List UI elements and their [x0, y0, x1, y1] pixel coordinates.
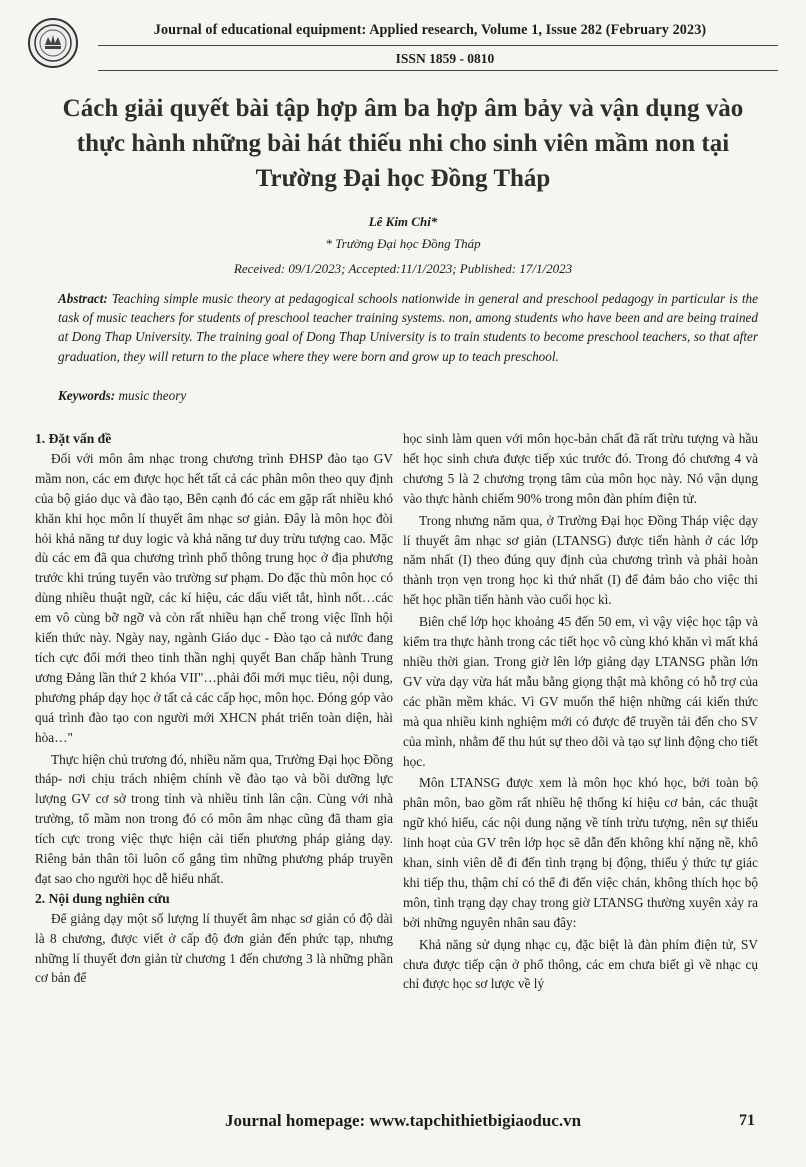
paragraph: Thực hiện chủ trương đó, nhiều năm qua, Trường Đại học Đồng tháp- nơi chịu trách nhiệm chính về đào tạo và bồi dưỡng lực lượng GV cơ sở trong tỉnh và nhiều tỉnh lân cận. Cùng với nhà trường, tổ mầm non trong đó có môn âm nhạc cũng đã tham gia tích cực trong việc thực hiện cải tiến phương pháp giảng dạy. Riêng bản thân tôi luôn cố gắng tìm những phương pháp truyền đạt sao cho người học dễ hiểu nhất.	[35, 751, 393, 886]
paragraph: học sinh làm quen với môn học-bản chất đã rất trừu tượng và hầu hết học sinh chưa được tiếp xúc trước đó. Trong đó chương 4 và chương 5 là 2 chương trọng tâm của môn học này. Nó vận dụng vào thực hành chiếm 90% trong môn đàn phím điện tử.	[403, 431, 758, 506]
paragraph: Biên chế lớp học khoảng 45 đến 50 em, vì vậy việc học tập và kiểm tra thực hành trong các tiết học vô cùng khó khăn vì mất khá nhiều thời gian. Trong giờ lên lớp giảng dạy LTANSG phần lớn GV vừa dạy vừa hát mẫu bằng giọng thật mà không có hỗ trợ của các phần mềm khác. Vì GV muốn thể hiện những cái kiến thức mà qua nhiều kinh nghiệm mới có được để truyền tải đến cho SV của mình, nhằm để thu hút sự theo dõi và tạo sự linh động cho tiết học.	[403, 614, 758, 769]
paragraph: Trong nhưng năm qua, ở Trường Đại học Đồng Tháp việc dạy lí thuyết âm nhạc sơ giản (LTANSG) được tiến hành ở các lớp năm nhất (I) theo đúng quy định của chương trình và phải hoàn thành trọn vẹn trong học kì thứ nhất (I) để đảm bảo cho việc thi hết học phần tiến hành vào cuối học kì.	[403, 512, 758, 608]
body-column-left	[35, 429, 393, 988]
paragraph: Khả năng sử dụng nhạc cụ, đặc biệt là đàn phím điện tử, SV chưa được tiếp cận ở phổ thông, các em chưa biết gì về nhạc cụ chỉ được học sơ lược về lý	[403, 936, 758, 992]
abstract-label: Abstract:	[58, 291, 108, 306]
page-number: 71	[739, 1112, 755, 1129]
journal-logo-icon	[28, 18, 78, 68]
journal-citation-line: Journal of educational equipment: Applied research, Volume 1, Issue 282 (February 2023)	[153, 22, 707, 38]
abstract	[58, 289, 758, 366]
abstract-text: Teaching simple music theory at pedagogical schools nationwide in general and preschool pedagogy in particular is the task of music teachers for students of preschool teacher training systems. non, among students who have been and are being trained at Dong Thap University. The training goal of Dong Thap University is to train students to become preschool teachers, so that after graduation, they will return to the place where they were born and grow up to teach preschool.	[58, 291, 758, 364]
body-column-right	[403, 429, 758, 994]
header-rule-bottom	[98, 70, 778, 71]
section-heading-2: 2. Nội dung nghiên cứu	[35, 890, 170, 906]
header-rule-top	[98, 45, 778, 46]
journal-homepage: Journal homepage: www.tapchithietbigiaoduc.vn	[224, 1111, 582, 1130]
issn: ISSN 1859 - 0810	[395, 51, 495, 66]
author: Lê Kim Chi*	[368, 214, 438, 229]
paragraph: Để giảng dạy một số lượng lí thuyết âm nhạc sơ giản có độ dài là 8 chương, được viết ở cấp độ đơn giản đến phức tạp, nhưng những lí thuyết đơn giản từ chương 1 đến chương 3 là những phần cơ bản để	[35, 910, 393, 986]
article-title: Cách giải quyết bài tập hợp âm ba hợp âm bảy và vận dụng vào thực hành những bài hát thiếu nhi cho sinh viên mầm non tại Trường Đại học Đồng Tháp	[62, 95, 744, 192]
keywords	[58, 388, 758, 404]
paragraph: Môn LTANSG được xem là môn học khó học, bởi toàn bộ phân môn, bao gồm rất nhiều hệ thống kí hiệu cơ bản, các thuật ngữ khó hiểu, các nội dung nặng về tính trừu tượng, nên sự thiếu linh hoạt của GV trên lớp học sẽ dẫn đến không khí nặng nề, khô khan, sinh viên dễ đi đến tình trạng bị động, thiếu ý thức tự giác khi tiếp thu, thậm chí có thể đi đến việc chán, không thích học bộ môn, tình trạng dạy chay trong giờ LTANSG thường xuyên xảy ra bởi những nguyên nhân sau đây:	[403, 775, 758, 930]
publication-dates: Received: 09/1/2023; Accepted:11/1/2023; Published: 17/1/2023	[233, 261, 573, 276]
paragraph: Đối với môn âm nhạc trong chương trình ĐHSP đào tạo GV mầm non, các em được học hết tất cả các phân môn theo quy định của bộ giáo dục và đào tạo, Bên cạnh đó các em gặp rất nhiều khó khăn khi học môn lí thuyết âm nhạc sơ giản. Đây là môn học đòi hỏi khả năng tư duy logic và khả năng tư duy trừu tượng cao. Mặc dù các em đã qua chương trình phổ thông trung học ở địa phương trước khi trúng tuyển vào trường sư phạm. Do đặc thù môn học có dùng nhiều thuật ngữ, các kí hiệu, các dấu viết tắt, hình nốt…các em vô cùng bỡ ngỡ và còn rất nhiều hạn chế trong việc lĩnh hội kiến thức này. Ngày nay, ngành Giáo dục - Đào tạo cả nước đang tích cực đổi mới theo tinh thần nghị quyết Ban chấp hành Trung ương Đảng lần thứ 2 khóa VII"…phải đổi mới mục tiêu, nội dung, phương pháp dạy học ở tất cả các cấp học, môn học. Đóng góp vào quá trình đào tạo con người mới XHCN phát triển toàn diện, hài hòa…"	[35, 450, 393, 745]
section-heading-1: 1. Đặt vấn đề	[35, 431, 112, 446]
keywords-label: Keywords:	[58, 388, 116, 403]
keywords-text: music theory	[115, 388, 187, 403]
affiliation: * Trường Đại học Đồng Tháp	[325, 236, 481, 251]
